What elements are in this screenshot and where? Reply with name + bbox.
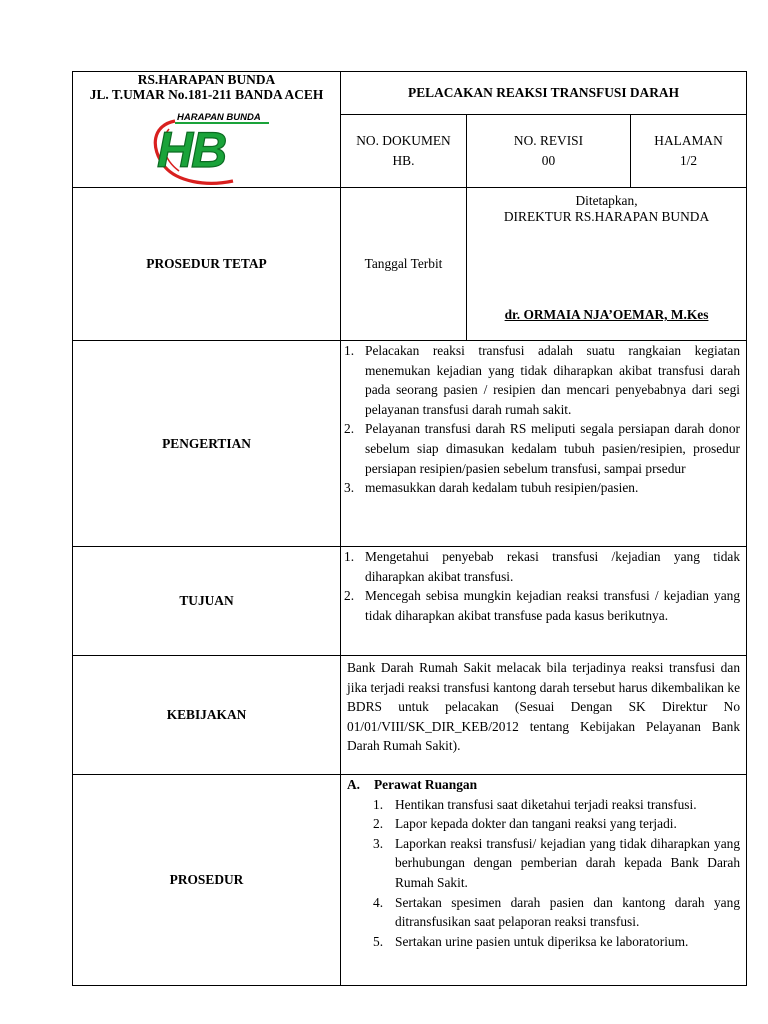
revision-label: NO. REVISI	[513, 133, 584, 148]
list-item: 2. Pelayanan transfusi darah RS meliputi segala persiapan darah donor sebelum siap dimasukan kedalam tubuh pasien/resipien, prosedur persiapan resipien/pasien sebelum transfusi, sampai prsedur	[344, 421, 741, 476]
tujuan-content	[341, 547, 747, 656]
prosedur-subheading	[341, 775, 746, 795]
section-label-pengertian: PENGERTIAN	[73, 341, 341, 547]
approved-label: Ditetapkan,	[575, 193, 638, 208]
revision-value: 00	[541, 153, 556, 168]
document-number-value: HB.	[392, 153, 415, 168]
section-label-tujuan: TUJUAN	[73, 547, 341, 656]
approver-title: DIREKTUR RS.HARAPAN BUNDA	[503, 209, 710, 224]
page-cell	[631, 115, 747, 188]
subheading-title: Perawat Ruangan	[374, 777, 478, 792]
list-item: 3. Laporkan reaksi transfusi/ kejadian yang tidak diharapkan yang berhubungan dengan pemberian darah kepada Bank Darah Rumah Sakit.	[373, 835, 741, 890]
hospital-logo	[145, 107, 271, 191]
document-title: PELACAKAN REAKSI TRANSFUSI DARAH	[341, 72, 747, 115]
list-item: 2. Mencegah sebisa mungkin kejadian reaksi transfusi / kejadian yang tidak diharapkan akibat transfuse pada kasus berikutnya.	[344, 588, 741, 623]
section-label-prosedur: PROSEDUR	[73, 775, 341, 986]
section-label-kebijakan: KEBIJAKAN	[73, 656, 341, 775]
logo-caption: HARAPAN BUNDA	[177, 112, 261, 123]
pengertian-content	[341, 341, 747, 547]
logo-initials: HB	[157, 122, 226, 178]
page-label: HALAMAN	[654, 133, 723, 148]
prosedur-content	[341, 775, 747, 986]
kebijakan-text: Bank Darah Rumah Sakit melacak bila terjadinya reaksi transfusi dan jika terjadi reaksi transfusi kantong darah tersebut harus dikembalikan ke BDRS untuk pelacakan (Sesuai Dengan SK Direktur No 01/01/VIII/SK_DIR_KEB/2012 tentang Kebijakan Pelayanan Bank Darah Rumah Sakit).	[347, 660, 741, 754]
kebijakan-content	[341, 656, 747, 775]
hospital-name: RS.HARAPAN BUNDA	[137, 72, 276, 87]
page-value: 1/2	[679, 153, 698, 168]
subheading-letter: A.	[347, 777, 361, 792]
approval-signature-block	[467, 188, 747, 341]
list-item: 1. Hentikan transfusi saat diketahui terjadi reaksi transfusi.	[373, 796, 697, 812]
section-label-prosedur-tetap: PROSEDUR TETAP	[73, 188, 341, 341]
list-item: 1. Pelacakan reaksi transfusi adalah suatu rangkaian kegiatan menemukan kejadian yang tidak diharapkan akibat transfusi darah pada seorang pasien / resipien dan mencari penyebabnya dari segi pelayanan transfusi darah rumah sakit.	[344, 343, 741, 417]
document-number-cell	[341, 115, 467, 188]
issue-date-label: Tanggal Terbit	[341, 188, 467, 341]
list-item: 4. Sertakan spesimen darah pasien dan kantong darah yang ditransfusikan saat pelaporan reaksi transfusi.	[373, 894, 741, 930]
approver-name: dr. ORMAIA NJA’OEMAR, M.Kes	[504, 307, 709, 322]
hospital-address: JL. T.UMAR No.181-211 BANDA ACEH	[89, 87, 324, 102]
sop-document-table	[72, 71, 747, 986]
document-number-label: NO. DOKUMEN	[356, 133, 451, 148]
list-item: 2. Lapor kepada dokter dan tangani reaksi yang terjadi.	[373, 816, 677, 832]
list-item: 3. memasukkan darah kedalam tubuh resipien/pasien.	[344, 480, 639, 496]
list-item: 5. Sertakan urine pasien untuk diperiksa ke laboratorium.	[373, 933, 689, 949]
list-item: 1. Mengetahui penyebab rekasi transfusi /kejadian yang tidak diharapkan akibat transfusi.	[344, 549, 741, 584]
hospital-header	[73, 72, 341, 188]
revision-cell	[467, 115, 631, 188]
